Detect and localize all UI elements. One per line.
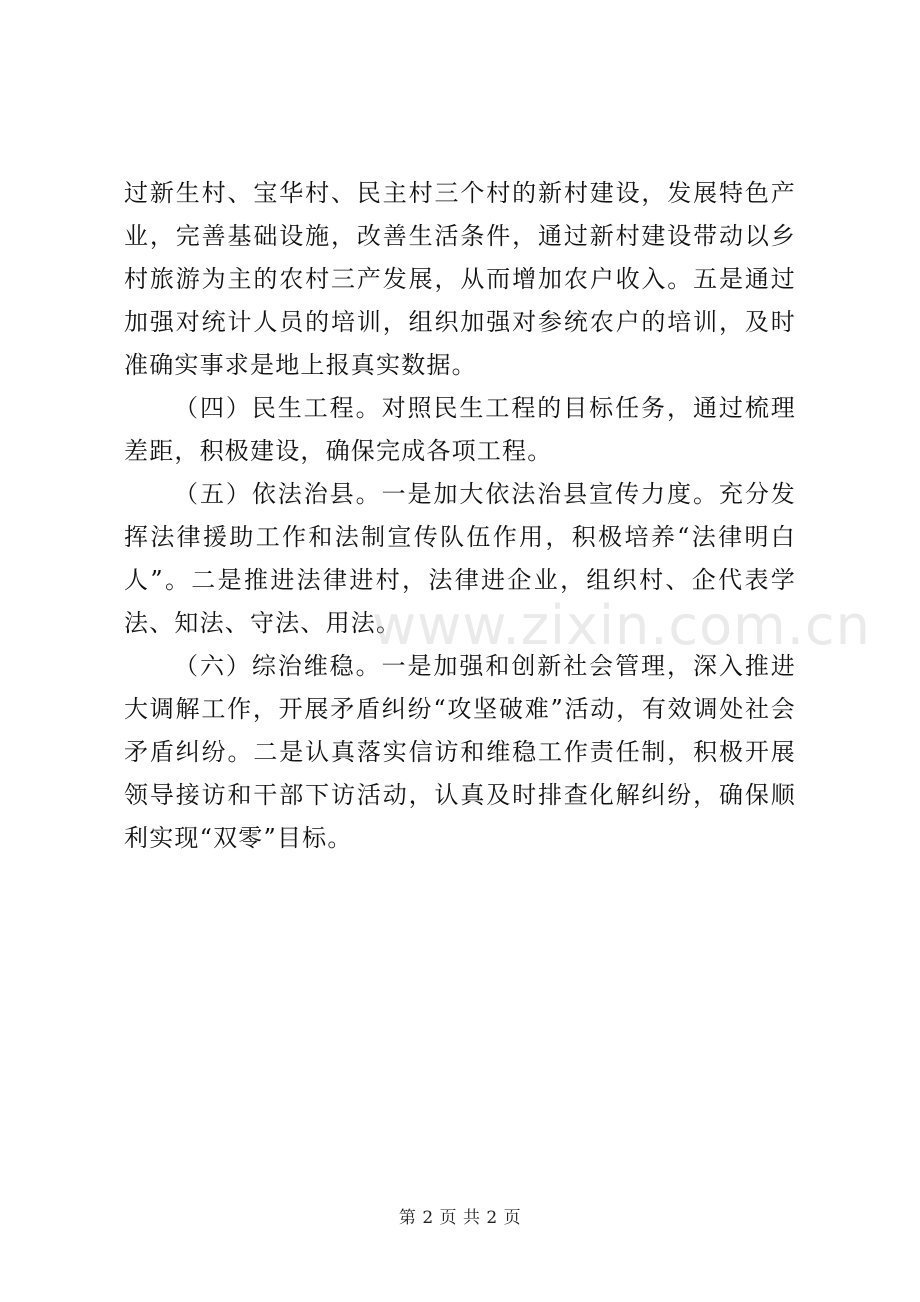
- watermark-text: www.zixin.com.cn: [372, 594, 871, 657]
- paragraph-rule-of-law: （五）依法治县。一是加大依法治县宣传力度。充分发挥法律援助工作和法制宣传队伍作用，积极培养“法律明白人”。二是推进法律进村，法律进企业，组织村、企代表学法、知法、守法、用法。: [124, 480, 796, 637]
- document-body: [124, 172, 796, 860]
- paragraph-continuation: 过新生村、宝华村、民主村三个村的新村建设，发展特色产业，完善基础设施，改善生活条件，通过新村建设带动以乡村旅游为主的农村三产发展，从而增加农户收入。五是通过加强对统计人员的培训，组织加强对参统农户的培训，及时准确实事求是地上报真实数据。: [124, 179, 796, 379]
- paragraph-stability: （六）综治维稳。一是加强和创新社会管理，深入推进大调解工作，开展矛盾纠纷“攻坚破难”活动，有效调处社会矛盾纠纷。二是认真落实信访和维稳工作责任制，积极开展领导接访和干部下访活动，认真及时排查化解纠纷，确保顺利实现“双零”目标。: [124, 652, 796, 852]
- paragraph-livelihood-projects: （四）民生工程。对照民生工程的目标任务，通过梳理差距，积极建设，确保完成各项工程。: [124, 394, 796, 465]
- page-number-footer: 第 2 页 共 2 页: [398, 1208, 522, 1228]
